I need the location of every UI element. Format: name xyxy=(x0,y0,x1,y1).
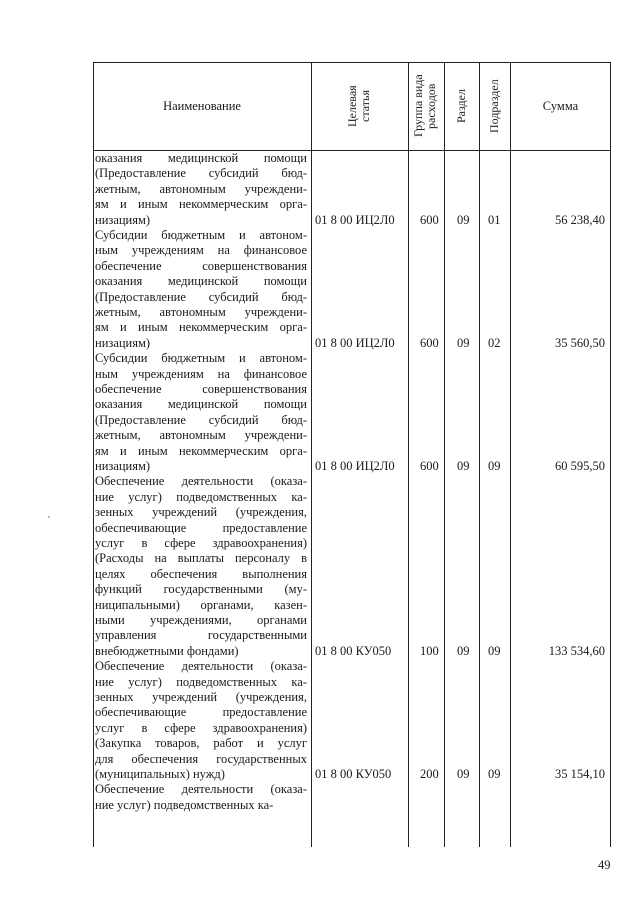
budget-table xyxy=(93,62,611,847)
section-cell: 09 xyxy=(457,643,470,658)
expense-group-cell: 100 xyxy=(420,643,439,658)
description-line: оказания медицинской помощи xyxy=(95,274,307,289)
header-subsection: Подраздел xyxy=(487,79,501,133)
description-line: обеспечение совершенствования xyxy=(95,258,307,273)
subsection-cell: 09 xyxy=(488,643,501,658)
subsection-cell: 02 xyxy=(488,335,501,350)
target-article-cell: 01 8 00 ИЦ2Л0 xyxy=(315,335,395,350)
page-number: 49 xyxy=(598,858,611,872)
amount-cell: 60 595,50 xyxy=(555,459,605,473)
description-line: (Предоставление субсидий бюд- xyxy=(95,412,307,427)
description-line: зенных учреждений (учреждения, xyxy=(95,689,307,704)
target-article-cell: 01 8 00 ИЦ2Л0 xyxy=(315,212,395,227)
table-row-description xyxy=(95,351,307,474)
description-line: целях обеспечения выполнения xyxy=(95,566,307,581)
section-cell: 09 xyxy=(457,335,470,350)
header-amount: Сумма xyxy=(542,98,579,113)
description-line: (муниципальных) нужд) xyxy=(95,766,225,781)
amount-cell: 35 560,50 xyxy=(555,335,605,350)
expense-group-cell: 600 xyxy=(420,335,439,350)
table-border-left xyxy=(93,62,94,847)
description-line: (Предоставление субсидий бюд- xyxy=(95,289,307,304)
description-line: жетным, автономным учреждени- xyxy=(95,428,307,443)
target-article-cell: 01 8 00 КУ050 xyxy=(315,767,392,781)
description-line: ям и иным некоммерческим орга- xyxy=(95,320,307,335)
description-line: ным учреждениям на финансовое xyxy=(95,243,307,258)
section-cell: 09 xyxy=(457,212,470,227)
section-cell: 09 xyxy=(457,767,470,781)
table-row-description xyxy=(95,782,307,813)
description-line: оказания медицинской помощи xyxy=(95,397,307,412)
column-divider xyxy=(510,62,511,847)
description-line: обеспечивающие предоставление xyxy=(95,705,307,720)
table-row-description xyxy=(95,659,307,782)
table-row-description xyxy=(95,151,307,228)
description-line: для обеспечения государственных xyxy=(95,751,307,766)
description-line: ям и иным некоммерческим орга- xyxy=(95,197,307,212)
header-section: Раздел xyxy=(454,89,468,123)
description-line: ние услуг) подведомственных ка- xyxy=(95,674,307,689)
expense-group-cell: 200 xyxy=(420,767,439,781)
description-line: Обеспечение деятельности (оказа- xyxy=(95,474,307,489)
description-line: низациям) xyxy=(95,458,151,473)
subsection-cell: 09 xyxy=(488,459,501,473)
description-line: функций государственными (му- xyxy=(95,582,307,597)
description-line: ным учреждениям на финансовое xyxy=(95,366,307,381)
column-divider xyxy=(311,62,312,847)
subsection-cell: 09 xyxy=(488,767,501,781)
description-line: оказания медицинской помощи xyxy=(95,151,307,165)
table-row-description xyxy=(95,228,307,351)
description-line: обеспечение совершенствования xyxy=(95,381,307,396)
description-line: низациям) xyxy=(95,212,151,227)
description-line: зенных учреждений (учреждения, xyxy=(95,505,307,520)
table-border-right xyxy=(610,62,611,847)
description-line: жетным, автономным учреждени- xyxy=(95,181,307,196)
table-row-description xyxy=(95,474,307,659)
amount-cell: 56 238,40 xyxy=(555,212,605,227)
description-line: ниципальными) органами, казен- xyxy=(95,597,307,612)
target-article-cell: 01 8 00 ИЦ2Л0 xyxy=(315,459,395,473)
description-line: низациям) xyxy=(95,335,151,350)
description-line: (Закупка товаров, работ и услуг xyxy=(95,736,307,751)
amount-cell: 133 534,60 xyxy=(548,643,605,658)
description-line: ными учреждениями, органами xyxy=(95,612,307,627)
description-line: управления государственными xyxy=(95,628,307,643)
description-line: (Предоставление субсидий бюд- xyxy=(95,166,307,181)
description-line: жетным, автономным учреждени- xyxy=(95,304,307,319)
scan-speck xyxy=(48,516,50,518)
description-line: Субсидии бюджетным и автоном- xyxy=(95,351,307,366)
description-line: обеспечивающие предоставление xyxy=(95,520,307,535)
header-target-article: Целевая статья xyxy=(344,85,372,127)
amount-cell: 35 154,10 xyxy=(555,767,605,781)
description-line: ние услуг) подведомственных ка- xyxy=(95,797,274,812)
description-line: внебюджетными фондами) xyxy=(95,643,239,658)
expense-group-cell: 600 xyxy=(420,212,439,227)
column-divider xyxy=(479,62,480,847)
description-line: услуг в сфере здравоохранения) xyxy=(95,720,307,735)
header-name: Наименование xyxy=(163,98,241,113)
subsection-cell: 01 xyxy=(488,212,501,227)
description-line: услуг в сфере здравоохранения) xyxy=(95,535,307,550)
column-divider xyxy=(444,62,445,847)
target-article-cell: 01 8 00 КУ050 xyxy=(315,643,392,658)
column-divider xyxy=(408,62,409,847)
description-line: (Расходы на выплаты персоналу в xyxy=(95,551,307,566)
expense-group-cell: 600 xyxy=(420,459,439,473)
section-cell: 09 xyxy=(457,459,470,473)
description-line: ние услуг) подведомственных ка- xyxy=(95,489,307,504)
header-expense-group: Группа вида расходов xyxy=(411,74,438,138)
description-line: Обеспечение деятельности (оказа- xyxy=(95,782,307,797)
description-line: Обеспечение деятельности (оказа- xyxy=(95,659,307,674)
description-line: Субсидии бюджетным и автоном- xyxy=(95,228,307,242)
description-line: ям и иным некоммерческим орга- xyxy=(95,443,307,458)
